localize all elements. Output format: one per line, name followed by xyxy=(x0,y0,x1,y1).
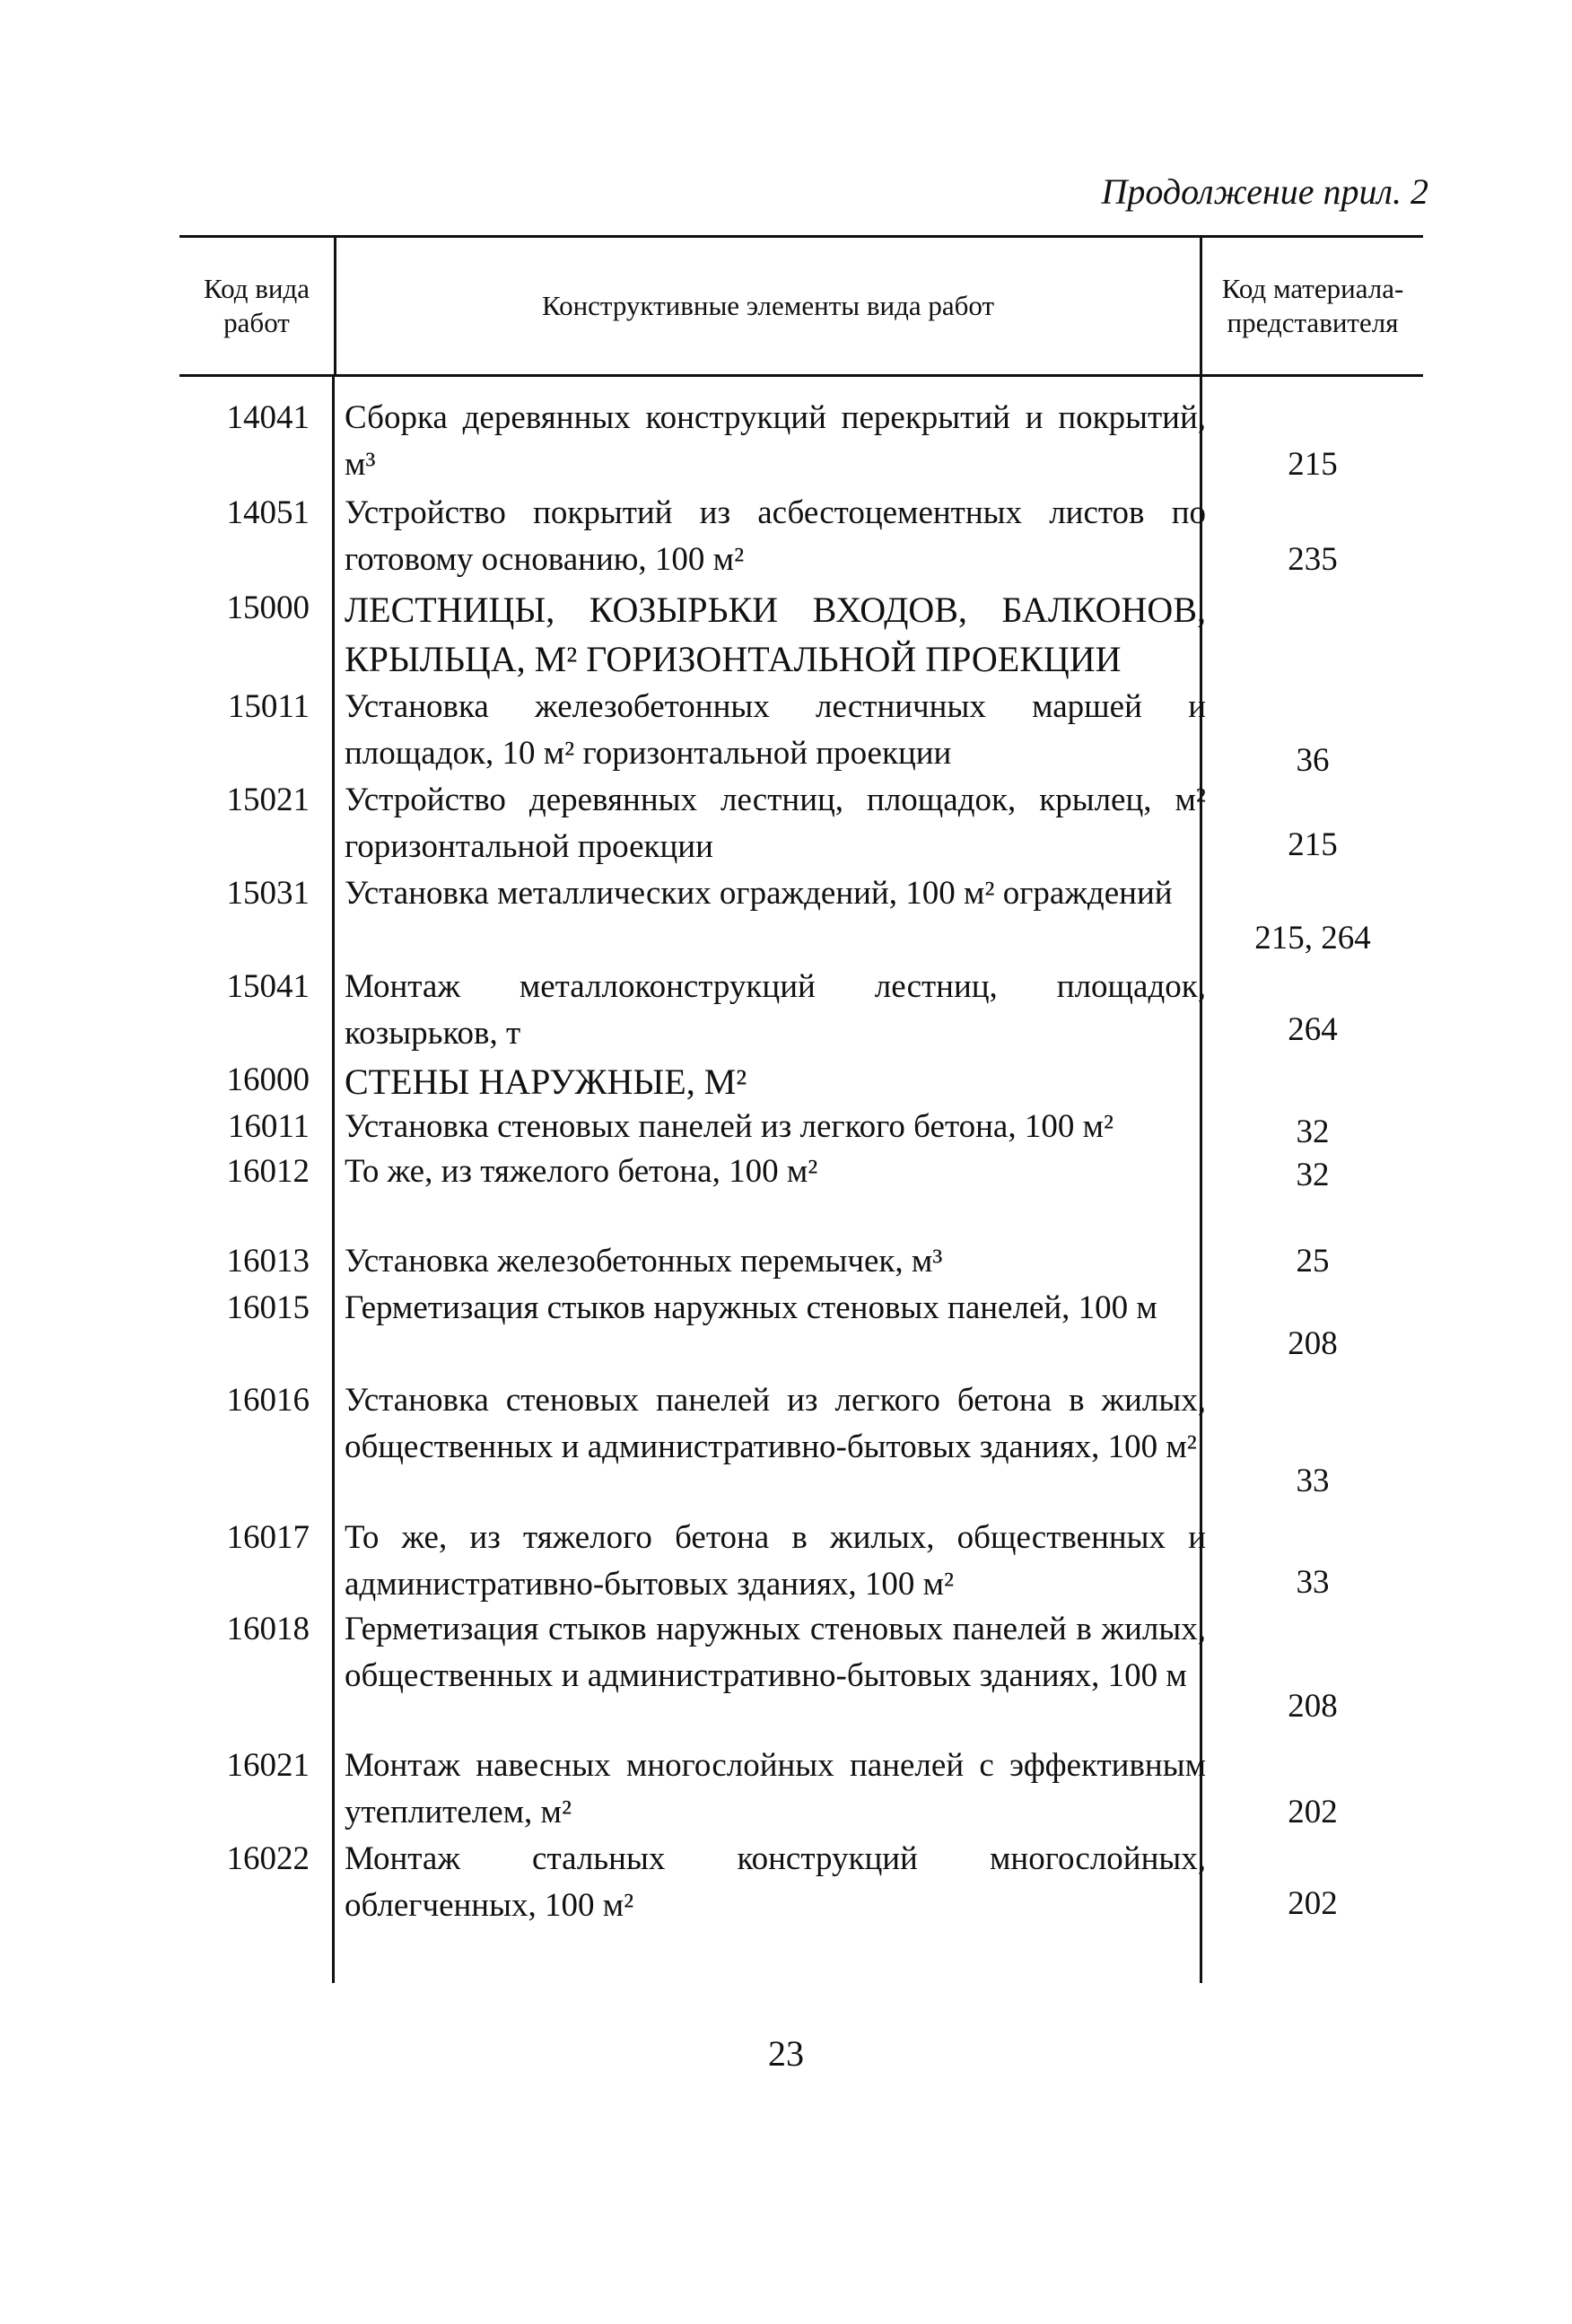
table-row xyxy=(179,684,1423,777)
work-description: Устройство покрытий из асбестоцементных листов по готовому основанию, 100 м² xyxy=(345,494,1206,578)
material-code: 32 xyxy=(1296,1114,1330,1150)
work-description: Установка стеновых панелей из легкого бетона в жилых, общественных и административно-бытовых зданиях, 100 м² xyxy=(345,1382,1206,1465)
material-code: 202 xyxy=(1288,1885,1338,1922)
work-description: Герметизация стыков наружных стеновых панелей, 100 м xyxy=(345,1289,1157,1326)
table-row xyxy=(179,1104,1423,1150)
table-row xyxy=(179,1836,1423,1929)
header-work-code: Код вида работ xyxy=(203,273,310,338)
work-code: 15021 xyxy=(226,782,310,818)
table-row xyxy=(179,1606,1423,1725)
table-row-section xyxy=(179,585,1423,684)
work-code: 16022 xyxy=(226,1840,310,1877)
work-code: 16011 xyxy=(227,1108,310,1145)
material-code: 36 xyxy=(1296,742,1330,779)
table-row xyxy=(179,964,1423,1057)
work-description: Установка железобетонных перемычек, м³ xyxy=(345,1243,943,1280)
table-row xyxy=(179,777,1423,870)
work-code: 16000 xyxy=(226,1062,310,1098)
table-row-section xyxy=(179,1057,1423,1106)
work-description: Монтаж металлоконструкций лестниц, площадок, козырьков, т xyxy=(345,968,1206,1052)
header-material-code: Код материала-представителя xyxy=(1221,273,1404,338)
work-code: 16016 xyxy=(226,1382,310,1419)
table-body xyxy=(179,377,1423,1983)
material-code: 33 xyxy=(1296,1564,1330,1601)
work-code: 16018 xyxy=(226,1611,310,1647)
page-number: 23 xyxy=(768,2033,804,2074)
work-code: 16021 xyxy=(226,1747,310,1784)
work-description: Монтаж стальных конструкций многослойных, облегченных, 100 м² xyxy=(345,1840,1206,1924)
section-heading: СТЕНЫ НАРУЖНЫЕ, М² xyxy=(345,1062,747,1102)
work-code: 15000 xyxy=(226,590,310,626)
work-description: Устройство деревянных лестниц, площадок, крылец, м² горизонтальной проекции xyxy=(345,782,1206,865)
material-code: 32 xyxy=(1296,1157,1330,1193)
material-code: 208 xyxy=(1288,1325,1338,1362)
table-row xyxy=(179,1743,1423,1836)
work-description: Сборка деревянных конструкций перекрытий и покрытий, м³ xyxy=(345,399,1206,483)
work-code: 15011 xyxy=(227,688,310,725)
work-code: 15031 xyxy=(226,875,310,912)
work-description: Монтаж навесных многослойных панелей с эффективным утеплителем, м² xyxy=(345,1747,1206,1830)
work-description: Установка железобетонных лестничных маршей и площадок, 10 м² горизонтальной проекции xyxy=(345,688,1206,772)
material-code: 215 xyxy=(1288,446,1338,483)
page-header-continuation: Продолжение прил. 2 xyxy=(1101,171,1428,212)
table-header-row xyxy=(179,238,1423,374)
work-code: 16013 xyxy=(226,1243,310,1280)
work-description: Установка стеновых панелей из легкого бетона, 100 м² xyxy=(345,1108,1114,1145)
work-code: 15041 xyxy=(226,968,310,1005)
material-code: 215, 264 xyxy=(1254,920,1371,957)
material-code: 33 xyxy=(1296,1463,1330,1499)
material-code: 202 xyxy=(1288,1794,1338,1830)
header-structural-elements: Конструктивные элементы вида работ xyxy=(334,238,1202,374)
material-code: 215 xyxy=(1288,826,1338,863)
work-code: 14041 xyxy=(226,399,310,436)
table-row xyxy=(179,395,1423,488)
work-description: То же, из тяжелого бетона, 100 м² xyxy=(345,1153,818,1190)
work-description: Герметизация стыков наружных стеновых панелей в жилых, общественных и административно-бытовых зданиях, 100 м xyxy=(345,1611,1206,1694)
section-heading: ЛЕСТНИЦЫ, КОЗЫРЬКИ ВХОДОВ, БАЛКОНОВ, КРЫЛЬЦА, М² ГОРИЗОНТАЛЬНОЙ ПРОЕКЦИИ xyxy=(345,590,1206,679)
table-row xyxy=(179,1285,1423,1362)
work-code: 16015 xyxy=(226,1289,310,1326)
table-row xyxy=(179,1377,1423,1499)
work-types-table xyxy=(179,235,1423,1983)
table-row xyxy=(179,1238,1423,1285)
material-code: 208 xyxy=(1288,1688,1338,1725)
work-code: 14051 xyxy=(226,494,310,531)
table-row xyxy=(179,870,1423,957)
work-code: 16017 xyxy=(226,1519,310,1556)
material-code: 235 xyxy=(1288,541,1338,578)
table-row xyxy=(179,490,1423,583)
table-row xyxy=(179,1149,1423,1195)
table-row xyxy=(179,1515,1423,1608)
material-code: 264 xyxy=(1288,1011,1338,1048)
work-code: 16012 xyxy=(226,1153,310,1190)
work-description: То же, из тяжелого бетона в жилых, общественных и административно-бытовых зданиях, 100 м² xyxy=(345,1519,1206,1603)
work-description: Установка металлических ограждений, 100 м² ограждений xyxy=(345,875,1173,912)
material-code: 25 xyxy=(1296,1243,1330,1280)
